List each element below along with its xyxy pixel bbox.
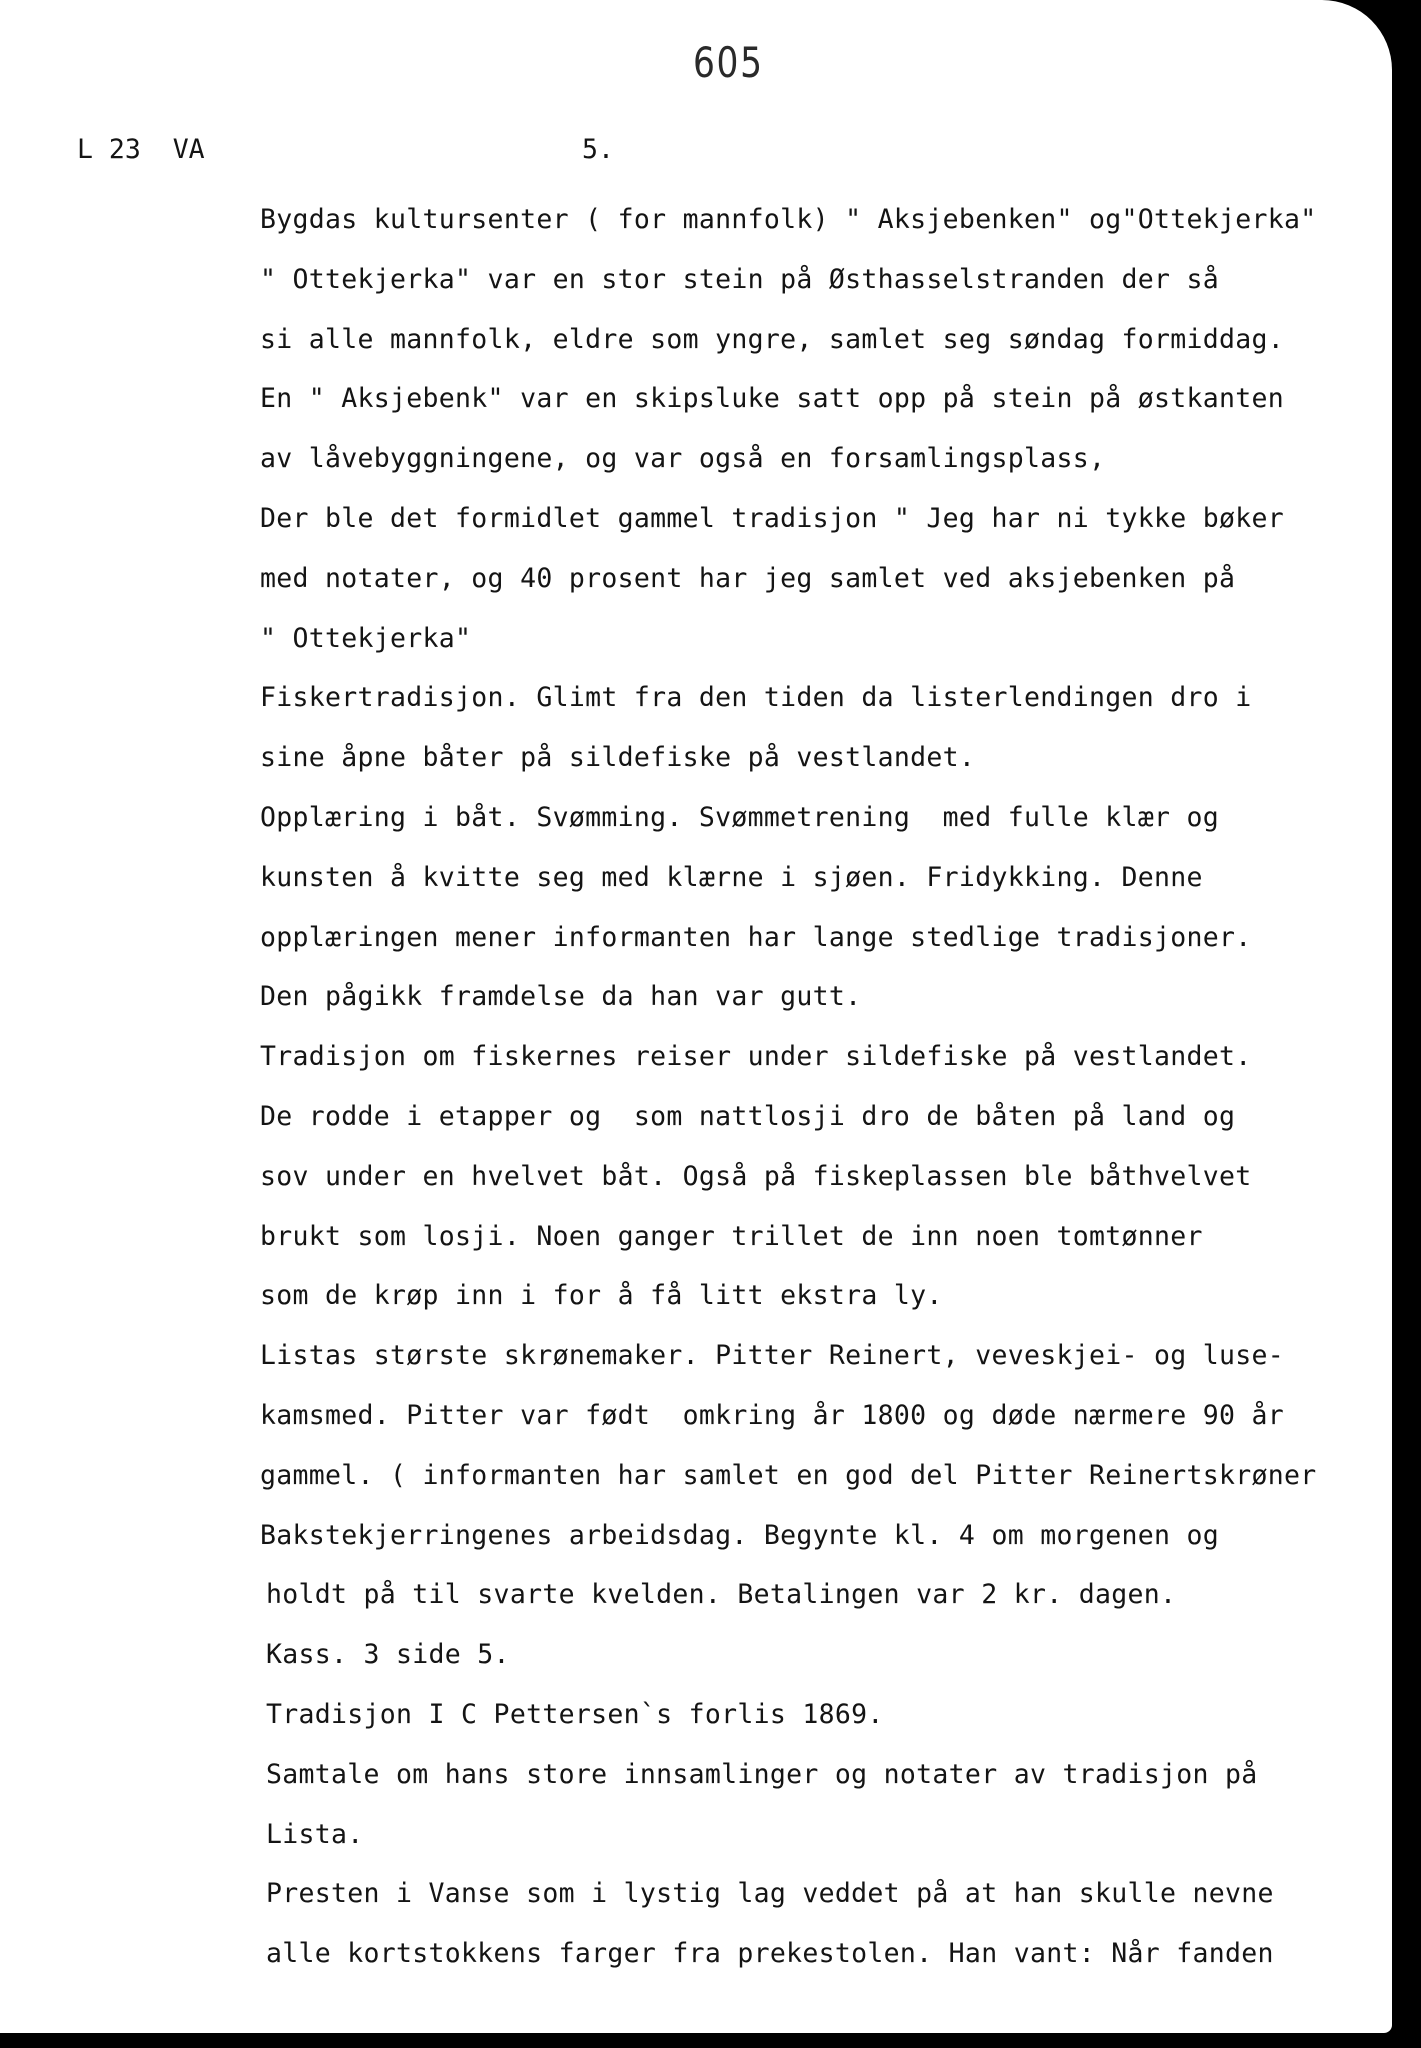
text-line: alle kortstokkens farger fra prekestolen. Han vant: Når fanden [266, 1938, 1274, 1970]
text-line: sine åpne båter på sildefiske på vestlandet. [260, 742, 976, 774]
text-line: Den pågikk framdelse da han var gutt. [260, 981, 862, 1013]
scan-border [1392, 0, 1421, 2048]
text-line: brukt som losji. Noen ganger trillet de inn noen tomtønner [260, 1220, 1203, 1252]
text-line: Bakstekjerringenes arbeidsdag. Begynte kl. 4 om morgenen og [260, 1519, 1220, 1551]
text-line: Listas største skrønemaker. Pitter Reinert, veveskjei- og luse- [260, 1340, 1285, 1372]
text-line: " Ottekjerka" [260, 622, 472, 654]
text-line: Opplæring i båt. Svømming. Svømmetrening med fulle klær og [260, 801, 1220, 833]
typed-notes [260, 190, 1392, 1984]
text-line: kunsten å kvitte seg med klærne i sjøen. Fridykking. Denne [260, 861, 1203, 893]
text-line: si alle mannfolk, eldre som yngre, samlet seg søndag formiddag. [260, 323, 1285, 355]
text-line: Lista. [266, 1818, 364, 1850]
text-line: Presten i Vanse som i lystig lag veddet på at han skulle nevne [266, 1878, 1274, 1910]
text-line: Fiskertradisjon. Glimt fra den tiden da listerlendingen dro i [260, 682, 1252, 714]
text-line: med notater, og 40 prosent har jeg samlet ved aksjebenken på [260, 562, 1236, 594]
text-line: Der ble det formidlet gammel tradisjon " Jeg har ni tykke bøker [260, 502, 1285, 534]
text-line: som de krøp inn i for å få litt ekstra ly. [260, 1280, 943, 1312]
text-line: Samtale om hans store innsamlinger og notater av tradisjon på [266, 1758, 1258, 1790]
document-id: L 23 VA [77, 134, 205, 165]
text-line: gammel. ( informanten har samlet en god del Pitter Reinertskrøner [260, 1459, 1317, 1491]
text-line: kamsmed. Pitter var født omkring år 1800 og døde nærmere 90 år [260, 1399, 1285, 1431]
handwritten-page-number: 605 [693, 38, 764, 87]
text-line: Kass. 3 side 5. [266, 1639, 510, 1671]
text-line: En " Aksjebenk" var en skipsluke satt opp på stein på østkanten [260, 383, 1285, 415]
text-line: " Ottekjerka" var en stor stein på Østhasselstranden der så [260, 263, 1220, 295]
text-line: sov under en hvelvet båt. Også på fiskeplassen ble båthvelvet [260, 1160, 1252, 1192]
text-line: av låvebyggningene, og var også en forsamlingsplass, [260, 443, 1106, 475]
typed-page-number: 5. [582, 134, 614, 165]
text-line: holdt på til svarte kvelden. Betalingen var 2 kr. dagen. [266, 1579, 1177, 1611]
text-line: Bygdas kultursenter ( for mannfolk) " Aksjebenken" og"Ottekjerka" [260, 204, 1317, 235]
text-line: De rodde i etapper og som nattlosji dro de båten på land og [260, 1100, 1236, 1132]
text-line: opplæringen mener informanten har lange stedlige tradisjoner. [260, 921, 1252, 953]
text-line: Tradisjon om fiskernes reiser under sildefiske på vestlandet. [260, 1041, 1252, 1073]
text-line: Tradisjon I C Pettersen`s forlis 1869. [266, 1698, 884, 1730]
